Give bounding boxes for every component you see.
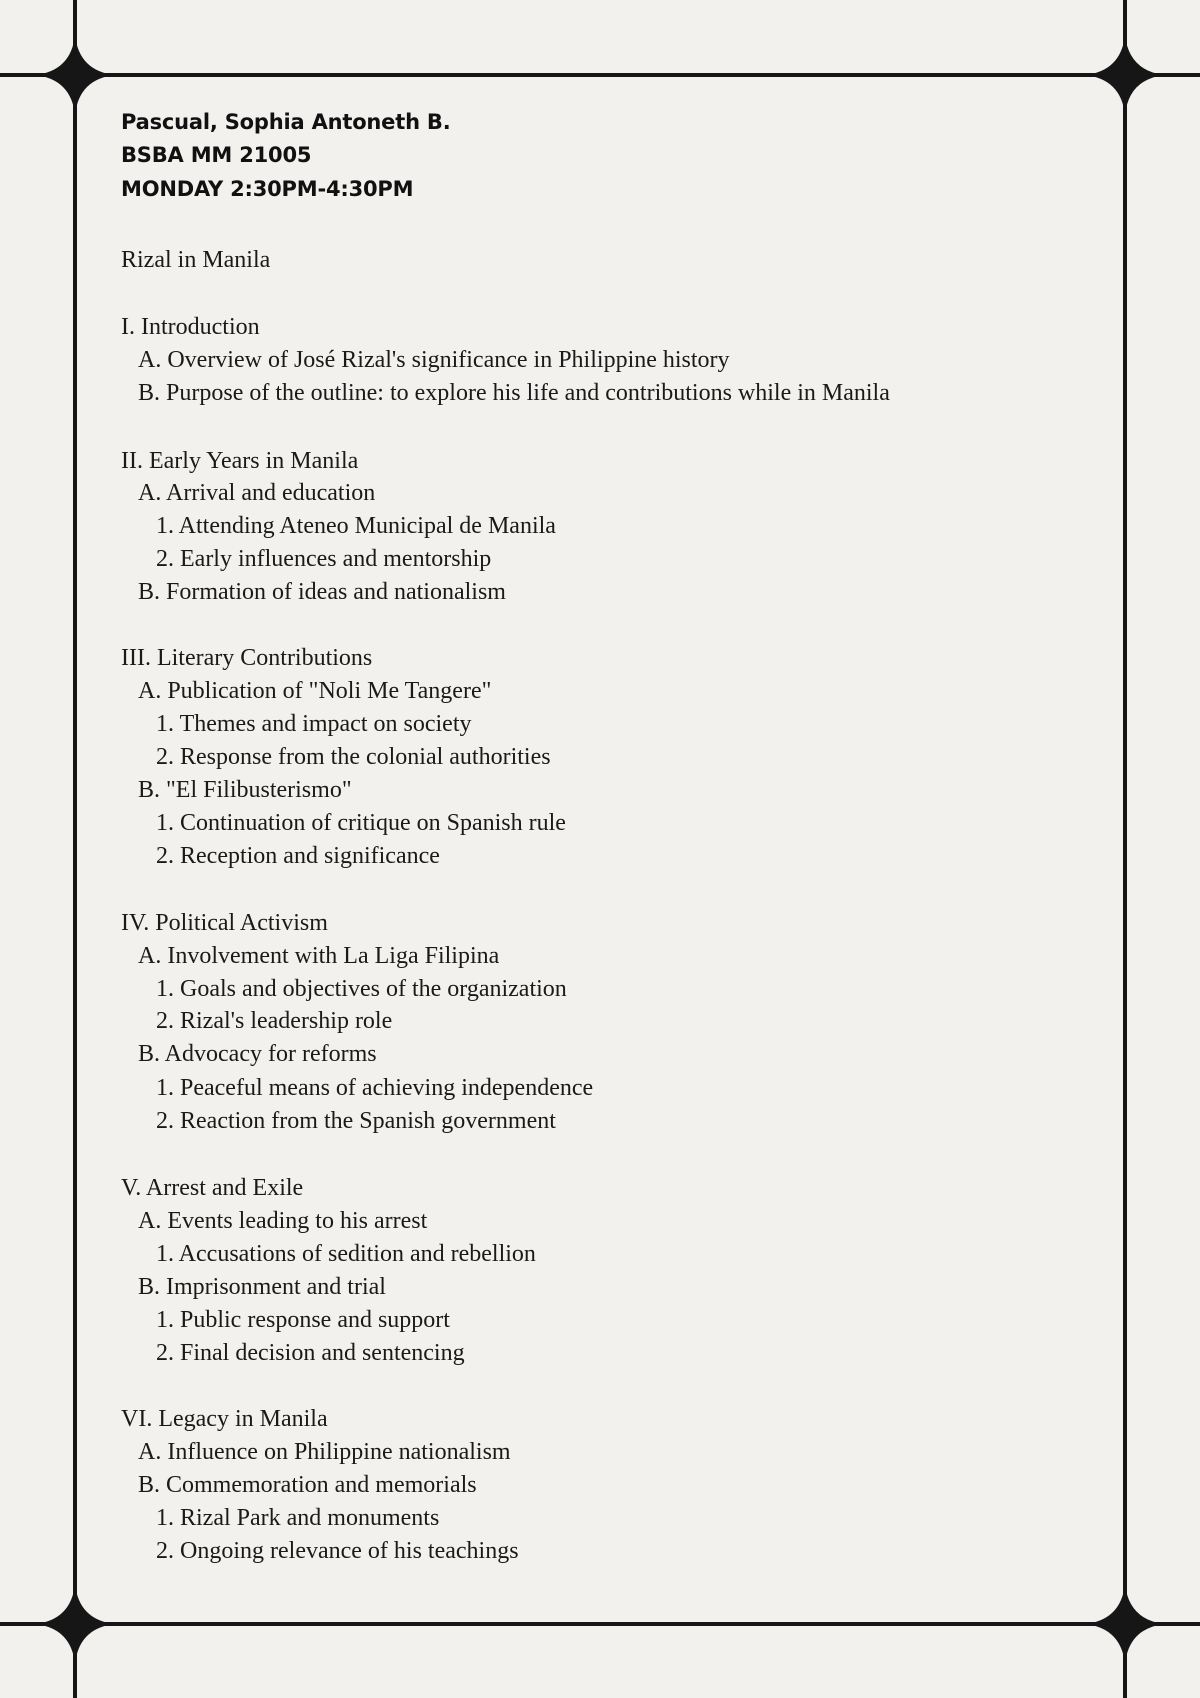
outline-subsection: B. Commemoration and memorials — [138, 1472, 477, 1498]
outline-item: 1. Peaceful means of achieving independence — [156, 1075, 594, 1101]
outline-item: 2. Early influences and mentorship — [156, 546, 492, 572]
outline-item: 1. Rizal Park and monuments — [156, 1505, 440, 1531]
outline-item: 2. Response from the colonial authorities — [156, 744, 551, 770]
outline-section: III. Literary Contributions — [121, 645, 373, 671]
outline-subsection: A. Events leading to his arrest — [138, 1208, 428, 1234]
outline-subsection: A. Overview of José Rizal's significance in Philippine history — [138, 347, 730, 373]
outline-subsection: A. Influence on Philippine nationalism — [138, 1439, 511, 1465]
outline-item: 2. Ongoing relevance of his teachings — [156, 1538, 519, 1564]
outline-subsection: A. Publication of "Noli Me Tangere" — [138, 678, 492, 704]
outline-section: IV. Political Activism — [121, 910, 328, 936]
outline-item: 2. Reaction from the Spanish government — [156, 1108, 556, 1134]
outline-subsection: B. Purpose of the outline: to explore his life and contributions while in Manila — [138, 380, 890, 406]
outline-item: 1. Continuation of critique on Spanish rule — [156, 810, 566, 836]
outline-subsection: A. Involvement with La Liga Filipina — [138, 943, 500, 969]
outline-item: 1. Goals and objectives of the organization — [156, 976, 567, 1002]
course-code: BSBA MM 21005 — [121, 143, 312, 167]
outline-subsection: B. "El Filibusterismo" — [138, 777, 352, 803]
outline-subsection: A. Arrival and education — [138, 480, 376, 506]
outline-item: 2. Rizal's leadership role — [156, 1008, 393, 1034]
outline-section: V. Arrest and Exile — [121, 1175, 304, 1201]
outline-subsection: B. Imprisonment and trial — [138, 1274, 386, 1300]
outline-subsection: B. Formation of ideas and nationalism — [138, 579, 506, 605]
outline-subsection: B. Advocacy for reforms — [138, 1041, 377, 1067]
document-title: Rizal in Manila — [121, 247, 271, 273]
outline-section: VI. Legacy in Manila — [121, 1406, 328, 1432]
outline-item: 2. Reception and significance — [156, 843, 440, 869]
outline-item: 1. Themes and impact on society — [156, 711, 472, 737]
class-schedule: MONDAY 2:30PM-4:30PM — [121, 177, 414, 201]
outline-item: 1. Accusations of sedition and rebellion — [156, 1241, 536, 1267]
outline-item: 1. Public response and support — [156, 1307, 450, 1333]
outline-section: II. Early Years in Manila — [121, 448, 359, 474]
student-name: Pascual, Sophia Antoneth B. — [121, 110, 451, 134]
outline-item: 1. Attending Ateneo Municipal de Manila — [156, 513, 556, 539]
outline-section: I. Introduction — [121, 314, 260, 340]
outline-item: 2. Final decision and sentencing — [156, 1340, 465, 1366]
